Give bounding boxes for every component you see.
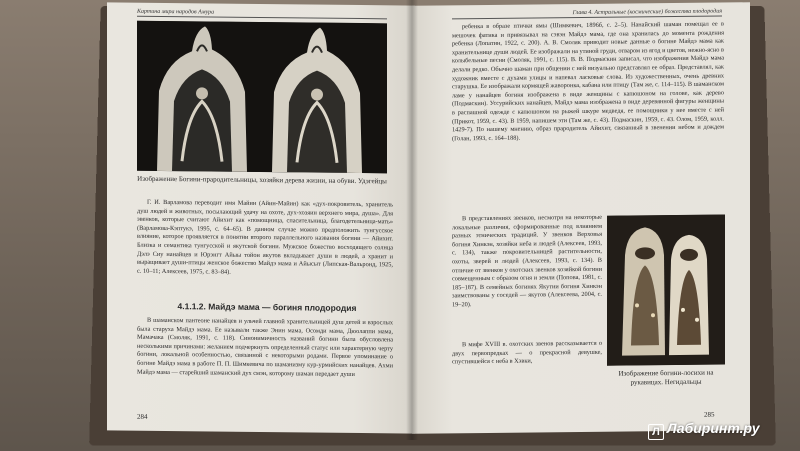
left-figure-caption: Изображение Богини-прародительницы, хозяйки дерева жизни, на обуви. Удэгейцы — [137, 174, 387, 186]
left-paragraph-1 — [137, 199, 393, 279]
left-page-number: 284 — [137, 412, 148, 421]
left-paragraph-1-text: Г. И. Варламова переводит имя Майин (Айин-Майин) как «дух-покровитель, хранитель душ людей и животных, посылающий удачу на охоте, дух-хозяин верхнего мира, душа». Для эвенков, которые считают Айихит как «помощница, спасительница, благодетельница-мать» (Варламова-Кэптукэ, 1995, с. 64–65). В данном случае можно предположить тунгусское влияние, которое проявляется в понятии второго параллельного названия богини — Айихит. Близка и семантика тунгусской и якутской богини. Мужское божество восходящего солнца Дэлэ Сиу нанайцев и Юрэнгт Айыы тойон якутов вкладывает души в людей, а хранит и выращивает души-птицы женское божество Майдэ мама и Айысыт (Липская-Вальронд, 1925, с. 10–11; Алексеев, 1975, с. 83–84). — [137, 198, 393, 276]
mittens-illustration — [607, 214, 725, 365]
left-paragraph-2 — [137, 317, 393, 380]
labirint-logo-icon: Л — [648, 424, 664, 440]
right-figure-caption: Изображение богини-лосихи на рукавицах. Негидальцы — [618, 368, 714, 387]
boot-illustration — [137, 21, 387, 174]
mittens-photo — [607, 214, 725, 365]
boots-photo — [137, 21, 387, 174]
right-page-number: 285 — [704, 410, 715, 419]
left-running-head: Картина мира народов Амура — [137, 9, 387, 20]
section-heading: 4.1.1.2. Майдэ мама — богиня плодородия — [177, 301, 357, 313]
right-page — [412, 2, 750, 434]
left-paragraph-2-text: В шаманском пантеоне нанайцев и ульчей главной хранительницей душ детей и взрослых была старуха Майдэ мама. Ее называли также Энин мама, Осомди мама, Дюолаппи мама, Мамачака (Смоляк, 1991, с. 118). Синонимичность названий богини была обусловлена несколькими причинами: желанием подчеркнуть определенный статус или характерную черту богини, локальной особенностью, связанной с некоторыми родами. Первое упоминание о богине Майдэ мама в работе П. П. Шимкевича по шаманизму кур-урмийских нанайцев. Ахми Майдэ мама — старейший шаманский дух смэн, которому шаман передает души — [137, 316, 393, 378]
labirint-watermark — [648, 420, 759, 440]
right-paragraph-2-text: В представлениях звенков, несмотря на некоторые локальные различия, сформированные под влиянием разных этнических традиций. У звенков Верховья богиня Хинкэн, хозяйки неба и людей (Алексеев, 1993, с. 134), также покровительницей растительности, охоты, зверей и людей (Алексеев, 1993, с. 134). В отличие от звенков у охотских звенков хозяйкой богини совмещенным с образом огня и земли (Попова, 1981, с. 185–187). В семейных богинях Якутии богиня Хинкэн заимствованы у соседей — якутов (Алексеева, 2004, с. 19–20). — [452, 213, 602, 309]
right-paragraph-1 — [452, 21, 724, 144]
right-paragraph-3-text: В мифе XVIII в. охотских звенов рассказывается о двух первопредках — о прекрасной девушке, спустившейся с неба в Хэвки, — [452, 339, 602, 366]
right-paragraph-3 — [452, 340, 602, 367]
left-page — [107, 2, 415, 433]
right-paragraph-1-text: ребенка в образе птички ямы (Шимкевич, 1896б, с. 2–5). Нанайский шаман помещал ее в мешочек фатика и привязывал на сэвэн Майдэ мама, где она хранилась до момента рождения ребенка (Лопатин, 1922, с. 200). А. В. Смоляк приводит новые данные о богине Майдэ мама как хранительнице души людей. Ее изображали на утиной груди, отваром из ягод и цветов, нежно-ясно в колыбельные песни (Смоляк, 1991, с. 115). В. В. Подмаскин записал, что изображения Майдэ мама делали редко. Обычно шаман при общении с ней визуально представлял ее образ. Представлял, как художник вместе с духами улицы и напевал ласковые слова. Из художественных, очень древних старушка. Ее изображали кормящей жаворонка, кабана или птицу (Там же, с. 114–115). В шаманском ламе у нанайцев богиня изображена в виде женщины с капюшоном на голове, как дерево (Подмаскин). Уссурийских нанайцев, Майдэ мама изображена в виде деревянной фигуры женщины в распашной одежде с капюшоном на рыжей шкуре медведя, ее помощники у нее вместе с ней (Прикот, 1959, с. 43). В 1959, напишем эти (Там же, с. 43). Подмаскин, 1959, с. 43. Олом, 1959, колл. 1429-7). По нашему мнению, образ прародитель Айихит, связанный в звенении небом и дождем (Голан, 1993, с. 164–188). — [452, 20, 724, 143]
right-paragraph-2 — [452, 214, 602, 310]
right-running-head: Глава 4. Астральные (космические) божества плодородия — [452, 9, 722, 20]
book-gutter-shadow — [406, 0, 418, 440]
watermark-text: Лабиринт.ру — [667, 420, 760, 436]
